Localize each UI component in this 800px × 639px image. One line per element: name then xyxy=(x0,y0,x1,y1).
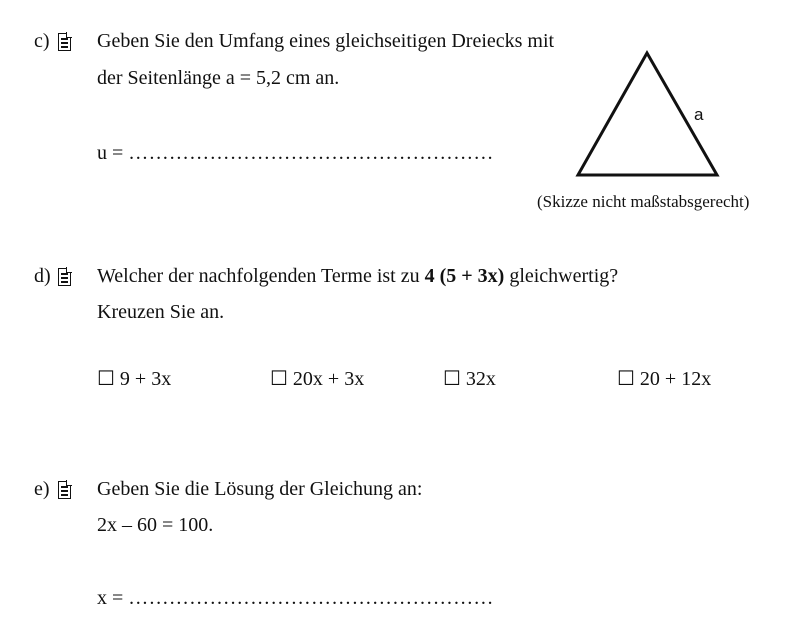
sketch-caption: (Skizze nicht maßstabsgerecht) xyxy=(537,192,750,211)
task-c-question-line1: Geben Sie den Umfang eines gleichseitigen Dreiecks mit xyxy=(97,30,555,52)
question-text-post: gleichwertig? xyxy=(504,265,619,287)
option-checkbox-2[interactable]: ☐ 20x + 3x xyxy=(270,368,365,390)
task-e-answer-line xyxy=(97,587,494,610)
task-e-equation: 2x – 60 = 100. xyxy=(97,514,214,536)
document-icon xyxy=(58,268,71,286)
task-e-label: e) xyxy=(34,478,50,500)
task-d-question-line1 xyxy=(97,265,618,288)
answer-prefix: u = xyxy=(97,142,124,164)
task-c-answer-line xyxy=(97,142,494,165)
answer-prefix: x = xyxy=(97,587,124,609)
option-checkbox-3[interactable]: ☐ 32x xyxy=(443,368,496,390)
document-icon xyxy=(58,481,71,499)
question-text-pre: Welcher der nachfolgenden Terme ist zu xyxy=(97,265,425,287)
task-d-question-line2: Kreuzen Sie an. xyxy=(97,301,225,323)
document-icon xyxy=(58,33,71,51)
task-c-question-line2: der Seitenlänge a = 5,2 cm an. xyxy=(97,67,340,89)
answer-dots: ……………………………………………… xyxy=(128,587,494,609)
question-term: 4 (5 + 3x) xyxy=(424,265,505,287)
option-checkbox-4[interactable]: ☐ 20 + 12x xyxy=(617,368,712,390)
task-e-question-line1: Geben Sie die Lösung der Gleichung an: xyxy=(97,478,423,500)
answer-dots: ……………………………………………… xyxy=(128,142,494,164)
option-checkbox-1[interactable]: ☐ 9 + 3x xyxy=(97,368,172,390)
task-c-label: c) xyxy=(34,30,50,52)
task-d-label: d) xyxy=(34,265,51,287)
triangle-side-label: a xyxy=(694,105,704,124)
triangle-sketch xyxy=(570,48,730,183)
